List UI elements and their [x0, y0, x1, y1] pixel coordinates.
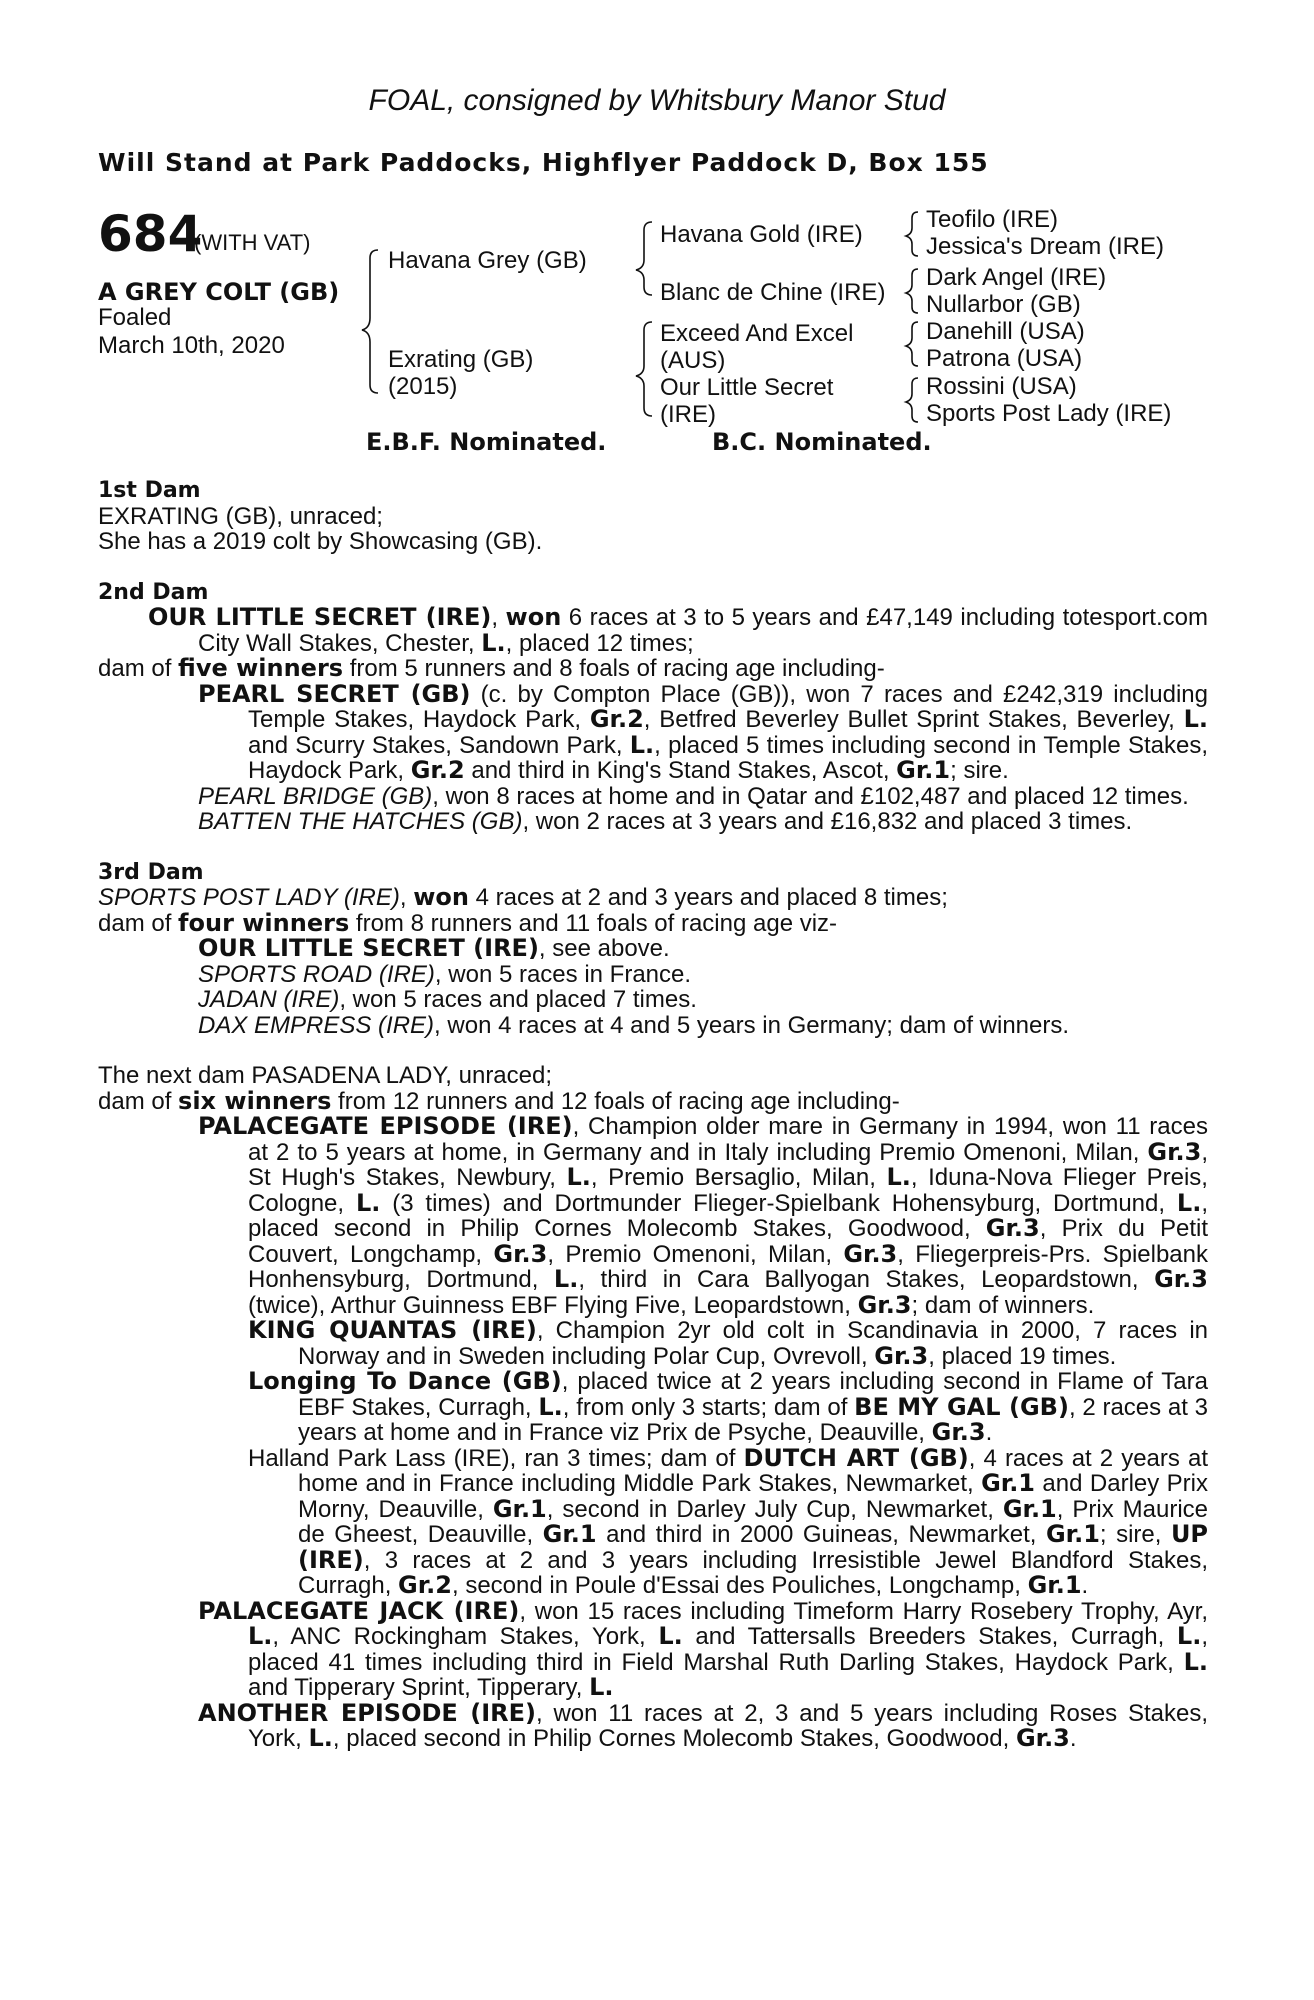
- ebf-nominated: E.B.F. Nominated.: [366, 428, 607, 456]
- ds-sire: Danehill (USA): [926, 318, 1085, 345]
- ss-dam: Jessica's Dream (IRE): [926, 233, 1164, 260]
- dam-sire-1: Exceed And Excel: [660, 320, 854, 347]
- next-dam-section: [98, 1063, 1208, 1752]
- second-dam-record: OUR LITTLE SECRET (IRE), won 6 races at 3 to 5 years and £47,149 including totesport.com City Wall Stakes, Chester, L., placed 12 times;: [148, 603, 1208, 657]
- sports-road-entry: SPORTS ROAD (IRE), won 5 races in France.: [198, 960, 692, 988]
- stand-location: Will Stand at Park Paddocks, Highflyer Paddock D, Box 155: [98, 148, 989, 177]
- third-dam-section: [98, 860, 1208, 1039]
- dam-year: (2015): [388, 373, 458, 400]
- first-dam-section: [98, 478, 1208, 555]
- lot-number: 684: [98, 205, 203, 263]
- brace-sire: [636, 222, 652, 295]
- brace-dam: [636, 322, 652, 416]
- sire-dam: Blanc de Chine (IRE): [660, 279, 886, 306]
- dd-sire: Rossini (USA): [926, 373, 1077, 400]
- second-dam-produce-summary: dam of five winners from 5 runners and 8 foals of racing age including-: [98, 654, 885, 682]
- sd-dam: Nullarbor (GB): [926, 291, 1081, 318]
- pearl-bridge-entry: PEARL BRIDGE (GB), won 8 races at home and in Qatar and £102,487 and placed 12 times.: [198, 782, 1189, 810]
- brace-ss: [906, 212, 918, 256]
- palacegate-jack-entry: PALACEGATE JACK (IRE), won 15 races including Timeform Harry Rosebery Trophy, Ayr, L., ANC Rockingham Stakes, York, L. and Tattersalls Breeders Stakes, Curragh, L., placed 41 times including third in Field Marshal Ruth Darling Stakes, Haydock Park, L. and Tipperary Sprint, Tipperary, L.: [198, 1596, 1209, 1701]
- vat-label: (WITH VAT): [194, 230, 311, 255]
- dam-name: Exrating (GB): [388, 346, 534, 373]
- palacegate-episode-entry: PALACEGATE EPISODE (IRE), Champion older mare in Germany in 1994, won 11 races at 2 to 5 years at home, in Germany and in Italy including Premio Omenoni, Milan, Gr.3, St Hugh's Stakes, Newbury, L., Premio Bersaglio, Milan, L., Iduna-Nova Flieger Preis, Cologne, L. (3 times) and Dortmunder Flieger-Spielbank Hohensyburg, Dortmund, L., placed second in Philip Cornes Molecomb Stakes, Goodwood, Gr.3, Prix du Petit Couvert, Longchamp, Gr.3, Premio Omenoni, Milan, Gr.3, Fliegerpreis-Prs. Spielbank Honhensyburg, Dortmund, L., third in Cara Ballyogan Stakes, Leopardstown, Gr.3 (twice), Arthur Guinness EBF Flying Five, Leopardstown, Gr.3; dam of winners.: [198, 1112, 1208, 1319]
- brace-sd: [906, 269, 918, 313]
- pearl-secret-name: PEARL SECRET (GB): [198, 679, 471, 708]
- consignor-line: FOAL, consigned by Whitsbury Manor Stud: [368, 84, 946, 117]
- sire-sire: Havana Gold (IRE): [660, 221, 863, 248]
- ds-dam: Patrona (USA): [926, 345, 1083, 372]
- foaled-date: March 10th, 2020: [98, 332, 285, 359]
- bc-nominated: B.C. Nominated.: [712, 428, 932, 456]
- another-episode-entry: ANOTHER EPISODE (IRE), won 11 races at 2, 3 and 5 years including Roses Stakes, York, L., placed second in Philip Cornes Molecomb Stakes, Goodwood, Gr.3.: [198, 1698, 1209, 1752]
- second-dam-section: [98, 580, 1208, 835]
- third-dam-record: SPORTS POST LADY (IRE), won 4 races at 2 and 3 years and placed 8 times;: [98, 883, 948, 911]
- catalogue-body: [98, 478, 1208, 1752]
- dam-sire-2: (AUS): [660, 347, 726, 374]
- dax-empress-entry: DAX EMPRESS (IRE), won 4 races at 4 and 5 years in Germany; dam of winners.: [198, 1011, 1070, 1039]
- next-dam-produce-summary: dam of six winners from 12 runners and 12 foals of racing age including-: [98, 1086, 900, 1115]
- pearl-secret-entry: PEARL SECRET (GB) (c. by Compton Place (GB)), won 7 races and £242,319 including Temple Stakes, Haydock Park, Gr.2, Betfred Beverley Bullet Sprint Stakes, Beverley, L. and Scurry Stakes, Sandown Park, L., placed 5 times including second in Temple Stakes, Haydock Park, Gr.2 and third in King's Stand Stakes, Ascot, Gr.1; sire.: [198, 679, 1208, 784]
- first-dam-heading: 1st Dam: [98, 478, 201, 503]
- foaled-label: Foaled: [98, 304, 172, 331]
- ols-entry: OUR LITTLE SECRET (IRE), see above.: [198, 934, 670, 962]
- ss-sire: Teofilo (IRE): [926, 206, 1059, 233]
- sd-sire: Dark Angel (IRE): [926, 264, 1107, 291]
- third-dam-heading: 3rd Dam: [98, 859, 204, 885]
- first-dam-line1: EXRATING (GB), unraced;: [98, 502, 383, 530]
- brace-ds: [906, 322, 918, 366]
- first-dam-line2: She has a 2019 colt by Showcasing (GB).: [98, 528, 543, 555]
- second-dam-heading: 2nd Dam: [98, 579, 209, 605]
- longing-to-dance-entry: Longing To Dance (GB), placed twice at 2 years including second in Flame of Tara EBF Stakes, Curragh, L., from only 3 starts; dam of BE MY GAL (GB), 2 races at 3 years at home and in France viz Prix de Psyche, Deauville, Gr.3.: [248, 1367, 1209, 1446]
- foaled-info: [98, 304, 285, 360]
- second-dam-name: OUR LITTLE SECRET (IRE): [148, 603, 492, 631]
- third-dam-produce-summary: dam of four winners from 8 runners and 11 foals of racing age viz-: [98, 908, 838, 937]
- lot-description: A GREY COLT (GB): [98, 278, 340, 306]
- won-label: won: [505, 603, 562, 631]
- sire-name: Havana Grey (GB): [388, 247, 587, 274]
- dam-dam-2: (IRE): [660, 401, 716, 428]
- brace-dd: [906, 378, 918, 422]
- dd-dam: Sports Post Lady (IRE): [926, 400, 1172, 427]
- brace-main: [362, 250, 378, 393]
- king-quantas-entry: KING QUANTAS (IRE), Champion 2yr old colt in Scandinavia in 2000, 7 races in Norway and in Sweden including Polar Cup, Ovrevoll, Gr.3, placed 19 times.: [248, 1316, 1208, 1370]
- halland-park-lass-entry: Halland Park Lass (IRE), ran 3 times; dam of DUTCH ART (GB), 4 races at 2 years at home and in France including Middle Park Stakes, Newmarket, Gr.1 and Darley Prix Morny, Deauville, Gr.1, second in Darley July Cup, Newmarket, Gr.1, Prix Maurice de Gheest, Deauville, Gr.1 and third in 2000 Guineas, Newmarket, Gr.1; sire, UP (IRE), 3 races at 2 and 3 years including Irresistible Jewel Blandford Stakes, Curragh, Gr.2, second in Poule d'Essai des Pouliches, Longchamp, Gr.1.: [248, 1443, 1209, 1599]
- batten-entry: BATTEN THE HATCHES (GB), won 2 races at 3 years and £16,832 and placed 3 times.: [198, 808, 1133, 835]
- jadan-entry: JADAN (IRE), won 5 races and placed 7 times.: [198, 986, 697, 1013]
- dam-dam-1: Our Little Secret: [660, 374, 834, 401]
- next-dam-line: The next dam PASADENA LADY, unraced;: [98, 1062, 553, 1089]
